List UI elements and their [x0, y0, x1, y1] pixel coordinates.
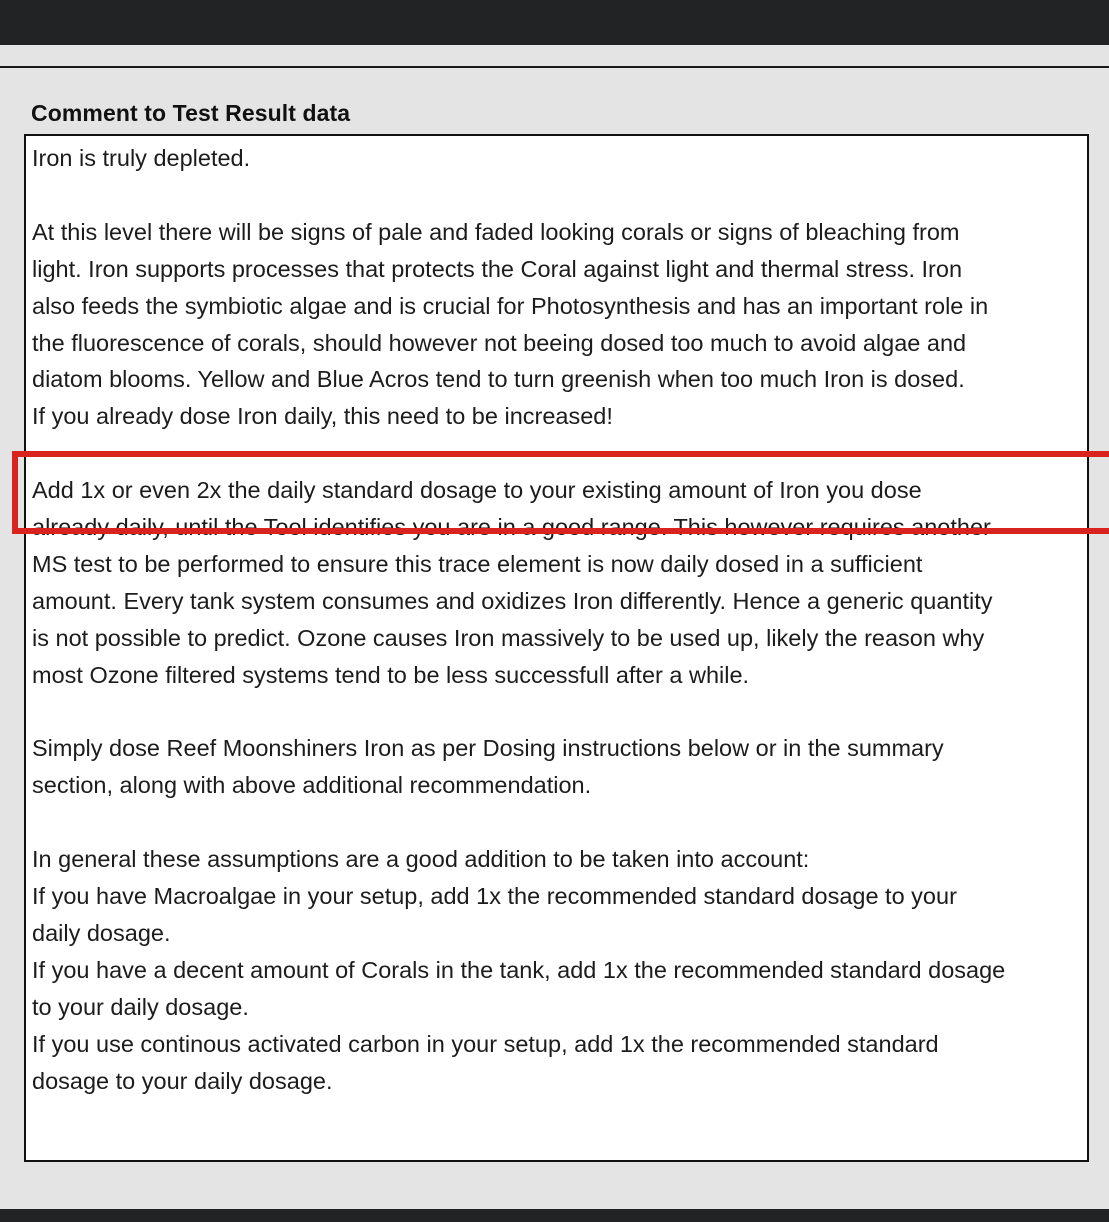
text-line: also feeds the symbiotic algae and is crucial for Photosynthesis and has an important role in	[32, 292, 989, 319]
text-line: If you already dose Iron daily, this need to be increased!	[32, 403, 613, 430]
text-line: is not possible to predict. Ozone causes Iron massively to be used up, likely the reason why	[32, 624, 985, 651]
top-bar	[0, 0, 1109, 45]
paragraph-gap	[32, 804, 1088, 841]
text-line: MS test to be performed to ensure this trace element is now daily dosed in a sufficient	[32, 550, 923, 577]
text-line: light. Iron supports processes that protects the Coral against light and thermal stress. Iron	[32, 255, 963, 282]
bottom-bar	[0, 1209, 1109, 1222]
paragraph-gap	[32, 177, 1088, 214]
text-line: Simply dose Reef Moonshiners Iron as per Dosing instructions below or in the summary	[32, 735, 944, 762]
text-line: In general these assumptions are a good addition to be taken into account:	[32, 846, 810, 873]
comment-box	[24, 134, 1089, 1162]
paragraph-gap	[32, 435, 1088, 472]
text-line: dosage to your daily dosage.	[32, 1067, 333, 1094]
text-line: the fluorescence of corals, should however not beeing dosed too much to avoid algae and	[32, 329, 967, 356]
text-line: most Ozone filtered systems tend to be less successfull after a while.	[32, 661, 750, 688]
text-line: section, along with above additional recommendation.	[32, 772, 592, 799]
comment-body	[32, 140, 1088, 1100]
section-heading: Comment to Test Result data	[31, 100, 351, 126]
text-line: If you have a decent amount of Corals in the tank, add 1x the recommended standard dosage	[32, 956, 1006, 983]
text-line: to your daily dosage.	[32, 993, 249, 1020]
paragraph-gap	[32, 694, 1088, 731]
text-line: diatom blooms. Yellow and Blue Acros tend to turn greenish when too much Iron is dosed.	[32, 366, 965, 393]
text-line: daily dosage.	[32, 919, 171, 946]
page-divider	[0, 66, 1109, 68]
text-line: If you have Macroalgae in your setup, add 1x the recommended standard dosage to your	[32, 883, 957, 910]
text-line: If you use continous activated carbon in your setup, add 1x the recommended standard	[32, 1030, 939, 1057]
text-line: At this level there will be signs of pale and faded looking corals or signs of bleaching from	[32, 218, 960, 245]
text-line: Iron is truly depleted.	[32, 145, 251, 171]
text-line: amount. Every tank system consumes and oxidizes Iron differently. Hence a generic quantity	[32, 587, 993, 614]
highlighted-text-line: already daily, until the Tool identifies you are in a good range. This however requires another	[32, 514, 991, 541]
highlighted-text-line: Add 1x or even 2x the daily standard dosage to your existing amount of Iron you dose	[32, 477, 922, 504]
